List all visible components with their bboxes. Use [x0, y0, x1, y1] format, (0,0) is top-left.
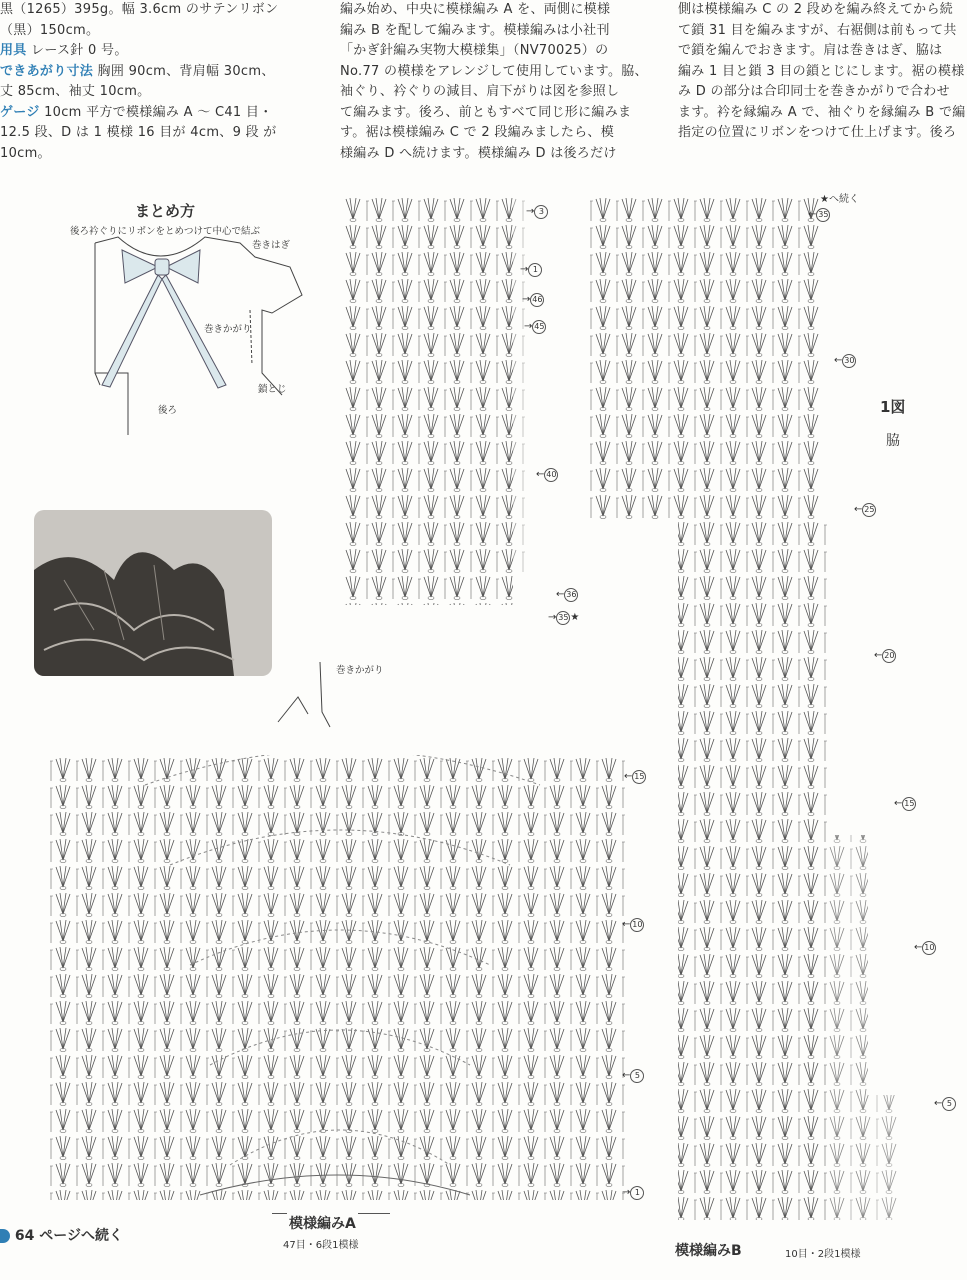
instructions-right	[678, 0, 967, 144]
assembly-title: まとめ方	[135, 202, 196, 220]
right-line: み D の部分は合印同士を巻きかがりで合わせ	[678, 84, 950, 99]
row-label-10a: ← 10	[622, 919, 643, 930]
tools-value: レース針 0 号。	[31, 43, 128, 58]
row-label-5a: ← 5	[622, 1069, 644, 1083]
pattern-b-title: 模様編みB	[675, 1243, 742, 1259]
row-label-1a: → 1	[622, 1186, 644, 1200]
chart-top-left	[340, 195, 570, 625]
size-label: できあがり寸法	[0, 63, 94, 79]
size-row-2: 丈 85cm、袖丈 10cm。	[0, 84, 151, 99]
waki-label: 脇	[886, 433, 900, 449]
row-label-45: → 45	[524, 321, 545, 332]
maki-kagari-label: 巻きかがり	[204, 324, 252, 335]
right-line: ます。衿を縁編み A で、袖ぐりを縁編み B で編	[678, 104, 966, 120]
gauge-row	[0, 103, 312, 124]
row-label-5b: ← 5	[934, 1097, 956, 1111]
right-line: で鎖を編んでおきます。肩は巻きはぎ、脇は	[678, 43, 943, 58]
gauge-label: ゲージ	[0, 104, 40, 120]
chart-right	[590, 195, 910, 1245]
gauge-row-2: 12.5 段、D は 1 模様 16 目が 4cm、9 段 が	[0, 125, 277, 140]
tools-label: 用具	[0, 43, 27, 58]
lace-photo-image	[34, 510, 272, 676]
mid-line: 編み始め、中央に模様編み A を、両側に模様	[340, 2, 611, 17]
kusari-toji-label: 鎖とじ	[258, 384, 287, 395]
mid-line: 様編み D へ続けます。模様編み D は後ろだけ	[340, 145, 617, 161]
mid-line: 袖ぐり、衿ぐりの減目、肩下がりは図を参照し	[340, 84, 620, 99]
tools-row	[0, 41, 312, 62]
size-value: 胸囲 90cm、背肩幅 30cm、	[97, 63, 275, 79]
mid-line: 編み B を配して編みます。模様編みは小社刊	[340, 22, 610, 38]
garment-hem-outline	[268, 652, 348, 732]
right-line: 指定の位置にリボンをつけて仕上げます。後ろ	[678, 125, 957, 140]
maki-hagi-label: 巻きはぎ	[252, 240, 291, 251]
row-label-15b: ← 15	[894, 798, 915, 809]
mid-line: て編みます。後ろ、前ともすべて同じ形に編みま	[340, 104, 632, 120]
continue-arrow-icon	[0, 1229, 10, 1243]
pattern-a-title: 模様編みA	[287, 1213, 358, 1233]
row-label-3: → 3	[526, 205, 548, 219]
gauge-value: 10cm 平方で模様編み A ～ C41 目・	[44, 104, 273, 120]
row-label-40: ← 40	[536, 469, 557, 480]
right-line: 編み 1 目と鎖 3 目の鎖とじにします。裾の模様	[678, 63, 965, 79]
row-label-36: ← 36	[556, 589, 577, 600]
row-label-10b: ← 10	[914, 942, 935, 953]
mid-line: 「かぎ針編み実物大模様集」（NV70025）の	[340, 43, 609, 58]
row-label-25: ← 25	[854, 504, 875, 515]
materials-text	[0, 0, 312, 164]
row-label-1: → 1	[520, 263, 542, 277]
assembly-diagram	[0, 195, 320, 455]
assembly-note: 後ろ衿ぐりにリボンをとめつけて中心で結ぶ	[70, 226, 261, 237]
mid-line: す。裾は模様編み C で 2 段編みましたら、模	[340, 125, 615, 140]
right-line: て鎖 31 目を編みますが、右裾側は前もって共	[678, 22, 957, 38]
garment-outline	[0, 195, 320, 455]
pattern-b-subtitle: 10目・2段1模様	[785, 1249, 861, 1260]
materials-line-2: （黒）150cm。	[0, 22, 100, 38]
materials-line-1: 黒（1265）395g。幅 3.6cm のサテンリボン	[0, 2, 279, 17]
mid-line: No.77 の模様をアレンジして使用しています。脇、	[340, 63, 648, 79]
figure-label: 1図	[880, 398, 906, 416]
continue-page-note: 64 ページへ続く	[0, 1225, 123, 1245]
chart-bottom	[50, 755, 625, 1210]
maki-kagari-label-2: 巻きかがり	[336, 665, 384, 676]
size-row	[0, 62, 312, 83]
row-label-20: ← 20	[874, 650, 895, 661]
instructions-middle	[340, 0, 652, 164]
row-label-35: → 35 ★	[548, 612, 580, 623]
pattern-a-subtitle: 47目・6段1模様	[283, 1240, 359, 1251]
row-label-30: ← 30	[834, 355, 855, 366]
continue-label: ★へ続く	[820, 194, 859, 205]
lace-photo	[34, 510, 272, 676]
row-label-46: → 46	[522, 294, 543, 305]
right-line: 側は模様編み C の 2 段めを編み終えてから続	[678, 2, 954, 17]
gauge-row-3: 10cm。	[0, 145, 51, 161]
row-label-35b: ← 35	[808, 209, 829, 220]
row-label-15a: ← 15	[624, 771, 645, 782]
ushiro-label: 後ろ	[158, 405, 178, 416]
